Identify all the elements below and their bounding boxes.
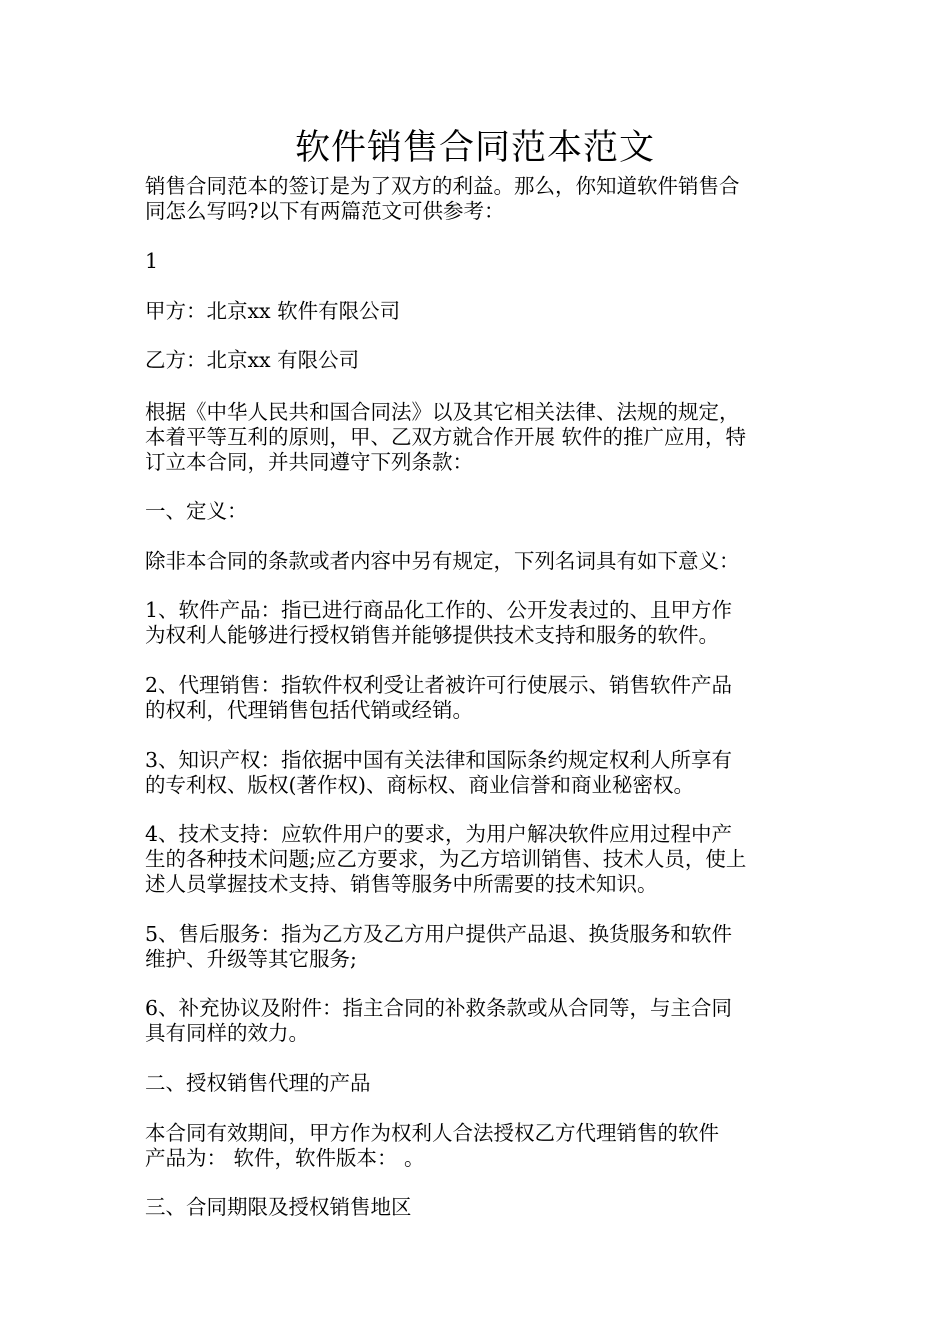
definition-item-3 (145, 748, 815, 798)
text-line: 本合同有效期间，甲方作为权利人合法授权乙方代理销售的软件 (145, 1121, 719, 1145)
text-line: 1 (145, 249, 159, 273)
text-line: 3、知识产权：指依据中国有关法律和国际条约规定权利人所享有 (145, 748, 733, 772)
definition-item-2 (145, 673, 815, 723)
text-line: 1、软件产品：指已进行商品化工作的、公开发表过的、且甲方作 (145, 598, 733, 622)
text-line: 同怎么写吗?以下有两篇范文可供参考： (145, 199, 505, 223)
section-heading-products (145, 1071, 815, 1096)
text-line: 2、代理销售：指软件权利受让者被许可行使展示、销售软件产品 (145, 673, 733, 697)
text-line: 本着平等互利的原则，甲、乙双方就合作开展 软件的推广应用，特 (145, 425, 747, 449)
text-line: 甲方：北京xx 软件有限公司 (145, 299, 401, 323)
text-line: 产品为： 软件，软件版本： 。 (145, 1146, 425, 1170)
text-line: 订立本合同，并共同遵守下列条款： (145, 450, 473, 474)
paragraph-preamble (145, 400, 815, 475)
document-title: 软件销售合同范本范文 (294, 128, 655, 168)
paragraph-party-b (145, 348, 815, 373)
text-line: 具有同样的效力。 (145, 1021, 309, 1045)
text-line: 维护、升级等其它服务; (145, 947, 357, 971)
text-line: 生的各种技术问题;应乙方要求，为乙方培训销售、技术人员，使上 (145, 847, 747, 871)
paragraph-definitions-intro (145, 549, 815, 574)
text-line: 乙方：北京xx 有限公司 (145, 348, 360, 372)
text-line: 除非本合同的条款或者内容中另有规定，下列名词具有如下意义： (145, 549, 740, 573)
section-heading-term-territory (145, 1195, 815, 1220)
text-line: 销售合同范本的签订是为了双方的利益。那么，你知道软件销售合 (145, 174, 740, 198)
text-line: 述人员掌握技术支持、销售等服务中所需要的技术知识。 (145, 872, 658, 896)
paragraph-products (145, 1121, 815, 1171)
paragraph-party-a (145, 299, 815, 324)
text-line: 为权利人能够进行授权销售并能够提供技术支持和服务的软件。 (145, 623, 719, 647)
text-line: 二、授权销售代理的产品 (145, 1071, 371, 1095)
text-line: 的专利权、版权(著作权)、商标权、商业信誉和商业秘密权。 (145, 773, 694, 797)
definition-item-4 (145, 822, 815, 897)
text-line: 一、定义： (145, 499, 248, 523)
text-line: 的权利，代理销售包括代销或经销。 (145, 698, 473, 722)
text-line: 6、补充协议及附件：指主合同的补救条款或从合同等，与主合同 (145, 996, 733, 1020)
section-heading-definitions (145, 499, 815, 524)
text-line: 三、合同期限及授权销售地区 (145, 1195, 412, 1219)
paragraph-intro (145, 174, 815, 224)
definition-item-5 (145, 922, 815, 972)
text-line: 根据《中华人民共和国合同法》以及其它相关法律、法规的规定， (145, 400, 740, 424)
definition-item-1 (145, 598, 815, 648)
text-line: 4、技术支持：应软件用户的要求，为用户解决软件应用过程中产 (145, 822, 733, 846)
paragraph-sample-number (145, 249, 815, 274)
text-line: 5、售后服务：指为乙方及乙方用户提供产品退、换货服务和软件 (145, 922, 733, 946)
definition-item-6 (145, 996, 815, 1046)
